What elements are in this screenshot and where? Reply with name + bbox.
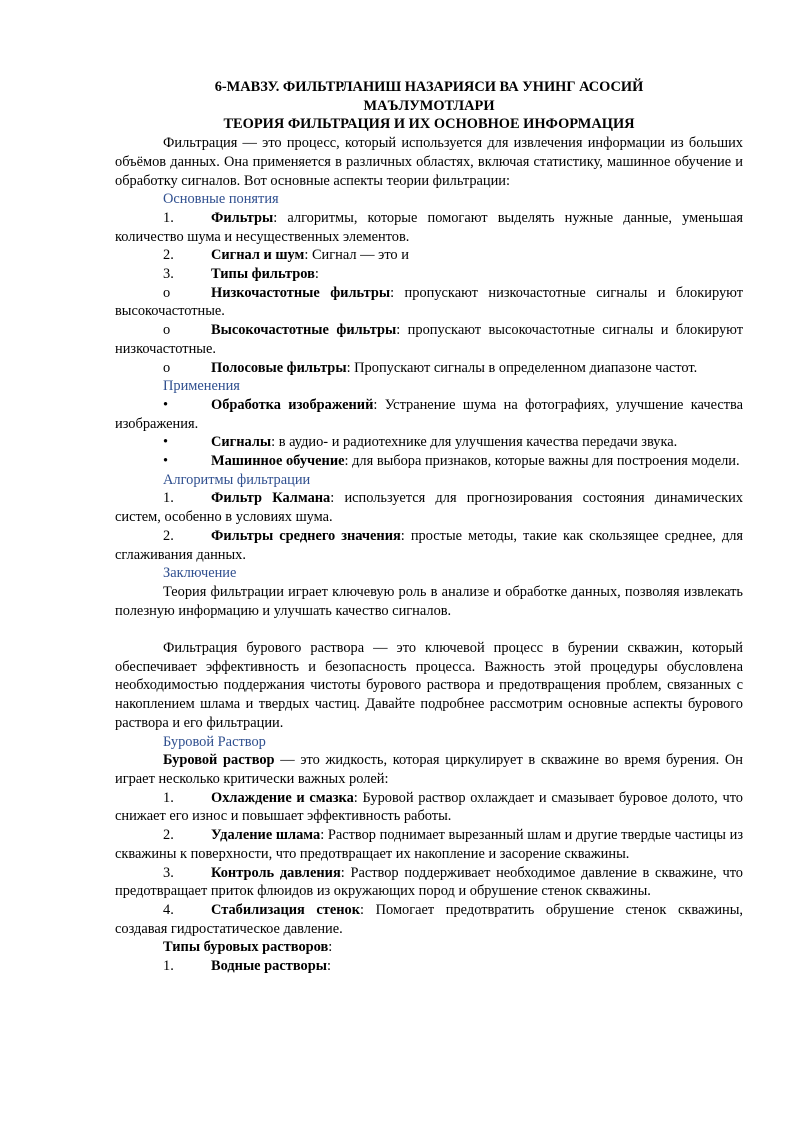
term: Сигналы [211, 434, 272, 451]
term: Водные растворы [211, 958, 327, 975]
term-text: : Помогает предотвратить обрушение стенок скважины, создавая гидростатическое давление. [115, 901, 743, 937]
sub-list-marker: o [163, 284, 171, 301]
list-item [115, 246, 743, 265]
term-text: : Буровой раствор охлаждает и смазывает буровое долото, что снижает его износ и повышает эффективность работы. [115, 789, 743, 825]
list-number: 3. [163, 266, 174, 283]
term: Типы буровых растворов [163, 939, 329, 956]
sub-list-item [115, 359, 743, 378]
list-item [115, 957, 743, 976]
term-text: : в аудио- и радиотехнике для улучшения качества передачи звука. [271, 434, 678, 451]
term-text: : Раствор поддерживает необходимое давление в скважине, что предотвращает приток флюидов из окружающих пород и обрушение стенок скважины. [115, 864, 743, 900]
term-text: : Сигнал — это и [304, 247, 409, 264]
sub-list-marker: o [163, 322, 171, 339]
intro-paragraph: Фильтрация — это процесс, который используется для извлечения информации из больших объёмов данных. Она применяется в различных областях, включая статистику, машинное обучение и обработку сигналов. Вот основные аспекты теории фильтрации: [115, 135, 743, 189]
term: Сигнал и шум [211, 247, 305, 264]
sub-list-item [115, 284, 743, 321]
section-heading-conclusion: Заключение [163, 565, 237, 582]
document-page [115, 78, 743, 976]
list-number: 1. [163, 209, 174, 226]
section-heading-concepts: Основные понятия [163, 191, 279, 208]
term: Фильтр Калмана [211, 490, 331, 507]
list-number: 2. [163, 827, 174, 844]
term: Контроль давления [211, 864, 341, 881]
section-heading-applications: Применения [163, 378, 240, 395]
document-title-line-2: МАЪЛУМОТЛАРИ [363, 97, 495, 114]
term-text: : [326, 958, 331, 975]
list-item [115, 789, 743, 826]
list-number: 4. [163, 901, 174, 918]
term-text: : [314, 266, 319, 283]
drilling-intro-paragraph: Фильтрация бурового раствора — это ключевой процесс в бурении скважин, который обеспечивает эффективность и безопасность процесса. Важность этой процедуры обусловлена необходимостью поддержания чистоты бурового раствора и предотвращения проблем, связанных с накоплением шлама и твердых частиц. Давайте подробнее рассмотрим основные аспекты бурового раствора и его фильтрации. [115, 640, 743, 731]
list-number: 1. [163, 789, 174, 806]
list-item [115, 901, 743, 938]
document-title-line-1: 6-МАВЗУ. ФИЛЬТРЛАНИШ НАЗАРИЯСИ ВА УНИНГ АСОСИЙ [214, 79, 644, 95]
list-item [115, 826, 743, 863]
term-text: : алгоритмы, которые помогают выделять нужные данные, уменьшая количество шума и несущественных элементов. [115, 209, 743, 245]
term-text: : для выбора признаков, которые важны для построения модели. [344, 453, 740, 470]
list-item [115, 489, 743, 526]
drilling-fluid-paragraph [115, 751, 743, 788]
term: Буровой раствор [163, 752, 275, 769]
bullet-marker: • [163, 396, 169, 413]
list-number: 1. [163, 958, 174, 975]
list-item [115, 209, 743, 246]
list-number: 2. [163, 247, 174, 264]
term-text: : пропускают низкочастотные сигналы и блокируют высокочастотные. [115, 284, 743, 320]
term: Высокочастотные фильтры [211, 322, 397, 339]
term: Охлаждение и смазка [211, 789, 354, 806]
section-heading-algorithms: Алгоритмы фильтрации [163, 471, 311, 488]
list-number: 3. [163, 864, 174, 881]
term-text: : [328, 939, 333, 956]
term: Полосовые фильтры [211, 359, 347, 376]
term: Фильтры [211, 209, 274, 226]
bullet-item [115, 396, 743, 433]
list-item [115, 864, 743, 901]
term-text: : Раствор поднимает вырезанный шлам и другие твердые частицы из скважины к поверхности, что предотвращает их накопление и засорение скважины. [115, 827, 744, 862]
bullet-marker: • [163, 434, 169, 451]
term: Машинное обучение [211, 453, 345, 470]
term-text: : используется для прогнозирования состояния динамических систем, особенно в условиях шума. [115, 490, 743, 526]
term: Фильтры среднего значения [211, 527, 401, 544]
sub-list-item [115, 321, 743, 358]
bullet-item [115, 452, 743, 471]
conclusion-paragraph: Теория фильтрации играет ключевую роль в анализе и обработке данных, позволяя извлекать полезную информацию и улучшать качество сигналов. [115, 583, 743, 619]
term: Обработка изображений [211, 396, 374, 413]
bullet-marker: • [163, 453, 169, 470]
types-heading [115, 938, 743, 957]
term-text: : Пропускают сигналы в определенном диапазоне частот. [346, 359, 698, 376]
bullet-item [115, 433, 743, 452]
paragraph-gap [115, 620, 743, 639]
list-item [115, 265, 743, 284]
list-item [115, 527, 743, 564]
term-text: : простые методы, такие как скользящее среднее, для сглаживания данных. [115, 527, 744, 563]
term: Типы фильтров [211, 266, 315, 283]
list-number: 2. [163, 527, 174, 544]
term: Удаление шлама [211, 827, 321, 844]
sub-list-marker: o [163, 359, 171, 376]
term-text: — это жидкость, которая циркулирует в скважине во время бурения. Он играет несколько критически важных ролей: [115, 752, 743, 787]
term: Низкочастотные фильтры [211, 284, 391, 301]
term: Стабилизация стенок [211, 901, 361, 918]
term-text: : Устранение шума на фотографиях, улучшение качества изображения. [115, 396, 743, 432]
document-title-line-3: ТЕОРИЯ ФИЛЬТРАЦИЯ И ИХ ОСНОВНОЕ ИНФОРМАЦИЯ [223, 116, 635, 133]
list-number: 1. [163, 490, 174, 507]
section-heading-drilling-fluid: Буровой Раствор [163, 733, 266, 750]
term-text: : пропускают высокочастотные сигналы и блокируют низкочастотные. [115, 322, 743, 357]
